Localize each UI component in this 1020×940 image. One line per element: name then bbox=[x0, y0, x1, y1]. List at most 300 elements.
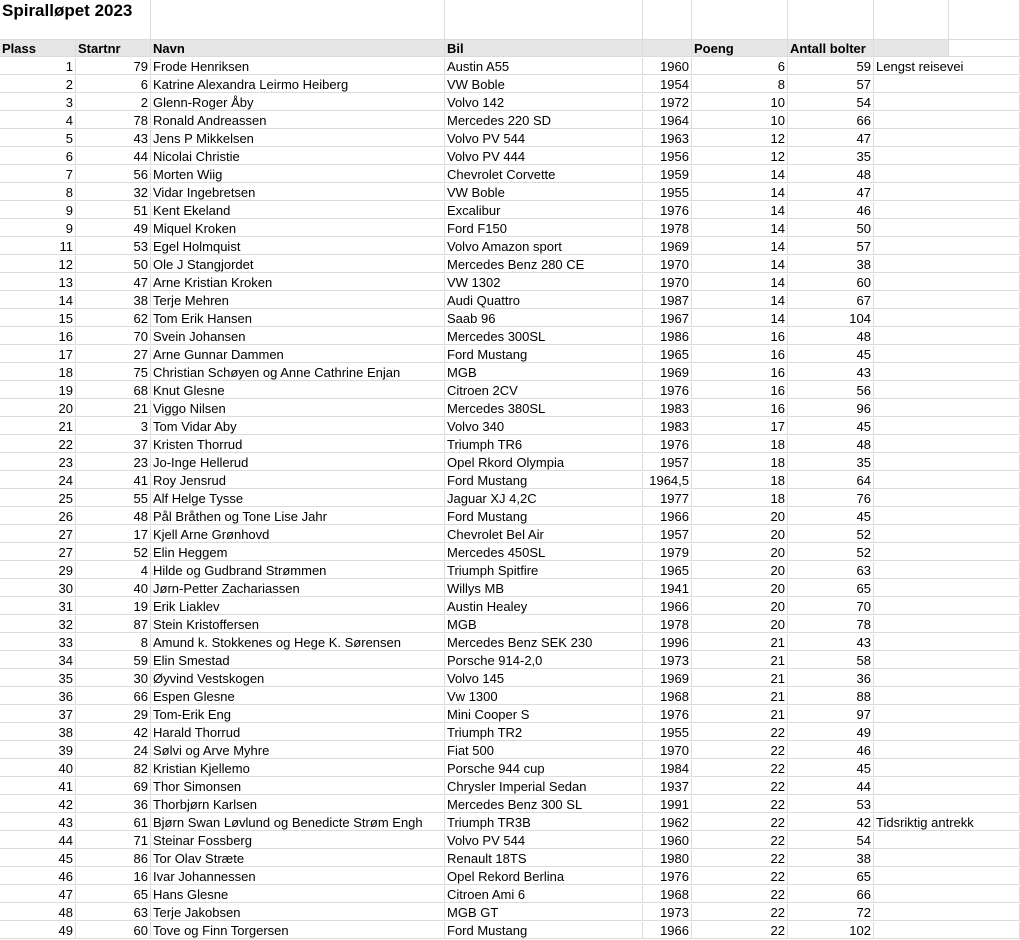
cell-antall-bolter[interactable]: 36 bbox=[788, 670, 874, 687]
cell-note[interactable] bbox=[874, 346, 949, 363]
cell-navn[interactable]: Espen Glesne bbox=[151, 688, 445, 705]
cell-poeng[interactable]: 22 bbox=[692, 724, 788, 741]
cell-poeng[interactable]: 12 bbox=[692, 130, 788, 147]
cell-startnr[interactable]: 16 bbox=[76, 868, 151, 885]
cell-plass[interactable]: 26 bbox=[0, 508, 76, 525]
cell-empty[interactable] bbox=[949, 454, 1020, 471]
cell-poeng[interactable]: 20 bbox=[692, 562, 788, 579]
cell[interactable] bbox=[445, 0, 643, 40]
cell-antall-bolter[interactable]: 56 bbox=[788, 382, 874, 399]
cell-note[interactable] bbox=[874, 166, 949, 183]
cell-note[interactable] bbox=[874, 652, 949, 669]
cell-antall-bolter[interactable]: 65 bbox=[788, 580, 874, 597]
cell-plass[interactable]: 8 bbox=[0, 184, 76, 201]
cell-empty[interactable] bbox=[949, 562, 1020, 579]
cell-plass[interactable]: 49 bbox=[0, 922, 76, 939]
cell-navn[interactable]: Terje Mehren bbox=[151, 292, 445, 309]
cell-navn[interactable]: Glenn-Roger Åby bbox=[151, 94, 445, 111]
cell-antall-bolter[interactable]: 64 bbox=[788, 472, 874, 489]
header-year[interactable] bbox=[643, 40, 692, 57]
cell-year[interactable]: 1957 bbox=[643, 454, 692, 471]
cell-empty[interactable] bbox=[949, 778, 1020, 795]
cell-poeng[interactable]: 10 bbox=[692, 94, 788, 111]
cell-poeng[interactable]: 18 bbox=[692, 436, 788, 453]
cell-antall-bolter[interactable]: 72 bbox=[788, 904, 874, 921]
cell-navn[interactable]: Kristian Kjellemo bbox=[151, 760, 445, 777]
cell-note[interactable] bbox=[874, 454, 949, 471]
cell-note[interactable] bbox=[874, 904, 949, 921]
cell-plass[interactable]: 44 bbox=[0, 832, 76, 849]
cell-poeng[interactable]: 21 bbox=[692, 706, 788, 723]
cell-plass[interactable]: 33 bbox=[0, 634, 76, 651]
cell-note[interactable] bbox=[874, 490, 949, 507]
cell-plass[interactable]: 6 bbox=[0, 148, 76, 165]
cell-empty[interactable] bbox=[949, 238, 1020, 255]
cell-navn[interactable]: Kent Ekeland bbox=[151, 202, 445, 219]
cell-bil[interactable]: Opel Rkord Olympia bbox=[445, 454, 643, 471]
cell-startnr[interactable]: 86 bbox=[76, 850, 151, 867]
cell-poeng[interactable]: 14 bbox=[692, 202, 788, 219]
cell-bil[interactable]: Volvo Amazon sport bbox=[445, 238, 643, 255]
cell-bil[interactable]: Triumph TR6 bbox=[445, 436, 643, 453]
cell-startnr[interactable]: 49 bbox=[76, 220, 151, 237]
cell-note[interactable]: Tidsriktig antrekk bbox=[876, 815, 974, 830]
cell-note[interactable] bbox=[874, 328, 949, 345]
cell-year[interactable]: 1959 bbox=[643, 166, 692, 183]
cell-bil[interactable]: Excalibur bbox=[445, 202, 643, 219]
cell-navn[interactable]: Thor Simonsen bbox=[151, 778, 445, 795]
cell-startnr[interactable]: 40 bbox=[76, 580, 151, 597]
cell-note[interactable] bbox=[874, 832, 949, 849]
cell-year[interactable]: 1984 bbox=[643, 760, 692, 777]
cell-navn[interactable]: Frode Henriksen bbox=[151, 58, 445, 75]
cell-empty[interactable] bbox=[949, 508, 1020, 525]
cell-note[interactable] bbox=[874, 94, 949, 111]
cell-poeng[interactable]: 14 bbox=[692, 184, 788, 201]
cell-year[interactable]: 1977 bbox=[643, 490, 692, 507]
cell-startnr[interactable]: 52 bbox=[76, 544, 151, 561]
cell-plass[interactable]: 27 bbox=[0, 544, 76, 561]
cell-startnr[interactable]: 48 bbox=[76, 508, 151, 525]
cell-antall-bolter[interactable]: 48 bbox=[788, 166, 874, 183]
cell-plass[interactable]: 16 bbox=[0, 328, 76, 345]
cell-antall-bolter[interactable]: 44 bbox=[788, 778, 874, 795]
cell-empty[interactable] bbox=[949, 58, 1020, 75]
cell-startnr[interactable]: 37 bbox=[76, 436, 151, 453]
cell-startnr[interactable]: 53 bbox=[76, 238, 151, 255]
cell-navn[interactable]: Ronald Andreassen bbox=[151, 112, 445, 129]
cell-plass[interactable]: 9 bbox=[0, 202, 76, 219]
cell-plass[interactable]: 40 bbox=[0, 760, 76, 777]
cell-navn[interactable]: Knut Glesne bbox=[151, 382, 445, 399]
cell-year[interactable]: 1968 bbox=[643, 886, 692, 903]
cell-antall-bolter[interactable]: 35 bbox=[788, 148, 874, 165]
cell-antall-bolter[interactable]: 43 bbox=[788, 634, 874, 651]
cell-startnr[interactable]: 29 bbox=[76, 706, 151, 723]
cell-bil[interactable]: MGB GT bbox=[445, 904, 643, 921]
cell-navn[interactable]: Christian Schøyen og Anne Cathrine Enjan bbox=[151, 364, 445, 381]
cell-bil[interactable]: Jaguar XJ 4,2C bbox=[445, 490, 643, 507]
cell-antall-bolter[interactable]: 46 bbox=[788, 742, 874, 759]
cell-poeng[interactable]: 16 bbox=[692, 328, 788, 345]
cell-plass[interactable]: 7 bbox=[0, 166, 76, 183]
cell-poeng[interactable]: 20 bbox=[692, 580, 788, 597]
cell-antall-bolter[interactable]: 63 bbox=[788, 562, 874, 579]
cell-navn[interactable]: Elin Smestad bbox=[151, 652, 445, 669]
cell-poeng[interactable]: 21 bbox=[692, 634, 788, 651]
cell-startnr[interactable]: 60 bbox=[76, 922, 151, 939]
cell-startnr[interactable]: 75 bbox=[76, 364, 151, 381]
cell-poeng[interactable]: 22 bbox=[692, 922, 788, 939]
cell-plass[interactable]: 47 bbox=[0, 886, 76, 903]
cell-plass[interactable]: 34 bbox=[0, 652, 76, 669]
cell-startnr[interactable]: 21 bbox=[76, 400, 151, 417]
cell-year[interactable]: 1955 bbox=[643, 724, 692, 741]
cell-antall-bolter[interactable]: 97 bbox=[788, 706, 874, 723]
cell-startnr[interactable]: 51 bbox=[76, 202, 151, 219]
cell-empty[interactable] bbox=[949, 472, 1020, 489]
cell-year[interactable]: 1970 bbox=[643, 256, 692, 273]
cell-antall-bolter[interactable]: 66 bbox=[788, 886, 874, 903]
cell-plass[interactable]: 18 bbox=[0, 364, 76, 381]
cell-year[interactable]: 1957 bbox=[643, 526, 692, 543]
cell-navn[interactable]: Harald Thorrud bbox=[151, 724, 445, 741]
cell-poeng[interactable]: 21 bbox=[692, 688, 788, 705]
cell-navn[interactable]: Elin Heggem bbox=[151, 544, 445, 561]
cell-bil[interactable]: Ford Mustang bbox=[445, 922, 643, 939]
cell-startnr[interactable]: 71 bbox=[76, 832, 151, 849]
cell-note[interactable] bbox=[874, 760, 949, 777]
cell-note[interactable] bbox=[874, 688, 949, 705]
cell-empty[interactable] bbox=[949, 886, 1020, 903]
cell-poeng[interactable]: 20 bbox=[692, 616, 788, 633]
cell-note[interactable] bbox=[874, 508, 949, 525]
cell-antall-bolter[interactable]: 35 bbox=[788, 454, 874, 471]
cell-year[interactable]: 1964 bbox=[643, 112, 692, 129]
cell-startnr[interactable]: 17 bbox=[76, 526, 151, 543]
cell-empty[interactable] bbox=[949, 292, 1020, 309]
cell-navn[interactable]: Amund k. Stokkenes og Hege K. Sørensen bbox=[151, 634, 445, 651]
cell-plass[interactable]: 43 bbox=[0, 814, 76, 831]
cell-note[interactable] bbox=[874, 706, 949, 723]
cell-poeng[interactable]: 16 bbox=[692, 400, 788, 417]
cell-note[interactable] bbox=[874, 400, 949, 417]
cell-poeng[interactable]: 17 bbox=[692, 418, 788, 435]
cell-poeng[interactable]: 8 bbox=[692, 76, 788, 93]
cell-poeng[interactable]: 14 bbox=[692, 166, 788, 183]
cell-plass[interactable]: 41 bbox=[0, 778, 76, 795]
cell-startnr[interactable]: 36 bbox=[76, 796, 151, 813]
cell-year[interactable]: 1969 bbox=[643, 364, 692, 381]
cell-note[interactable] bbox=[874, 778, 949, 795]
cell-navn[interactable]: Vidar Ingebretsen bbox=[151, 184, 445, 201]
cell-navn[interactable]: Thorbjørn Karlsen bbox=[151, 796, 445, 813]
cell-startnr[interactable]: 4 bbox=[76, 562, 151, 579]
cell-navn[interactable]: Pål Bråthen og Tone Lise Jahr bbox=[151, 508, 445, 525]
cell-note[interactable] bbox=[874, 724, 949, 741]
cell-startnr[interactable]: 70 bbox=[76, 328, 151, 345]
cell-antall-bolter[interactable]: 76 bbox=[788, 490, 874, 507]
cell-bil[interactable]: Chevrolet Corvette bbox=[445, 166, 643, 183]
cell-antall-bolter[interactable]: 43 bbox=[788, 364, 874, 381]
cell-empty[interactable] bbox=[949, 580, 1020, 597]
cell-navn[interactable]: Tove og Finn Torgersen bbox=[151, 922, 445, 939]
cell-year[interactable]: 1996 bbox=[643, 634, 692, 651]
cell-poeng[interactable]: 10 bbox=[692, 112, 788, 129]
cell-plass[interactable]: 37 bbox=[0, 706, 76, 723]
cell-note[interactable] bbox=[874, 292, 949, 309]
cell-plass[interactable]: 30 bbox=[0, 580, 76, 597]
cell-bil[interactable]: Saab 96 bbox=[445, 310, 643, 327]
header-plass[interactable]: Plass bbox=[0, 40, 76, 57]
cell-empty[interactable] bbox=[949, 202, 1020, 219]
cell-year[interactable]: 1966 bbox=[643, 508, 692, 525]
cell-year[interactable]: 1983 bbox=[643, 418, 692, 435]
cell-plass[interactable]: 38 bbox=[0, 724, 76, 741]
cell-bil[interactable]: Mercedes Benz 300 SL bbox=[445, 796, 643, 813]
cell-empty[interactable] bbox=[949, 76, 1020, 93]
cell-bil[interactable]: Mercedes 300SL bbox=[445, 328, 643, 345]
cell-antall-bolter[interactable]: 60 bbox=[788, 274, 874, 291]
cell-note[interactable] bbox=[874, 382, 949, 399]
cell-empty[interactable] bbox=[949, 760, 1020, 777]
cell-antall-bolter[interactable]: 96 bbox=[788, 400, 874, 417]
cell-antall-bolter[interactable]: 58 bbox=[788, 652, 874, 669]
header-note[interactable] bbox=[874, 40, 949, 57]
cell-empty[interactable] bbox=[949, 814, 1020, 831]
cell[interactable] bbox=[788, 0, 874, 40]
cell-note[interactable]: Lengst reisevei bbox=[876, 59, 964, 74]
cell-startnr[interactable]: 41 bbox=[76, 472, 151, 489]
cell[interactable] bbox=[151, 0, 445, 40]
cell-poeng[interactable]: 14 bbox=[692, 220, 788, 237]
cell[interactable] bbox=[76, 0, 151, 40]
cell-year[interactable]: 1954 bbox=[643, 76, 692, 93]
cell-bil[interactable]: VW Boble bbox=[445, 76, 643, 93]
cell-note[interactable] bbox=[874, 130, 949, 147]
cell-year[interactable]: 1966 bbox=[643, 922, 692, 939]
cell-antall-bolter[interactable]: 70 bbox=[788, 598, 874, 615]
cell-empty[interactable] bbox=[949, 184, 1020, 201]
cell-plass[interactable]: 11 bbox=[0, 238, 76, 255]
cell-poeng[interactable]: 20 bbox=[692, 508, 788, 525]
cell-empty[interactable] bbox=[949, 130, 1020, 147]
cell-year[interactable]: 1941 bbox=[643, 580, 692, 597]
cell-antall-bolter[interactable]: 45 bbox=[788, 346, 874, 363]
cell-empty[interactable] bbox=[949, 328, 1020, 345]
cell-empty[interactable] bbox=[949, 166, 1020, 183]
cell-note[interactable] bbox=[874, 526, 949, 543]
cell-poeng[interactable]: 22 bbox=[692, 868, 788, 885]
cell-antall-bolter[interactable]: 57 bbox=[788, 238, 874, 255]
cell-bil[interactable]: Austin Healey bbox=[445, 598, 643, 615]
cell-startnr[interactable]: 69 bbox=[76, 778, 151, 795]
cell-poeng[interactable]: 22 bbox=[692, 814, 788, 831]
cell-bil[interactable]: Volvo 142 bbox=[445, 94, 643, 111]
cell-startnr[interactable]: 27 bbox=[76, 346, 151, 363]
cell-empty[interactable] bbox=[949, 94, 1020, 111]
cell-note[interactable] bbox=[874, 922, 949, 939]
header-antall-bolter[interactable]: Antall bolter bbox=[788, 40, 874, 57]
cell-year[interactable]: 1976 bbox=[643, 436, 692, 453]
cell-antall-bolter[interactable]: 42 bbox=[788, 814, 874, 831]
cell-empty[interactable] bbox=[949, 436, 1020, 453]
cell-empty[interactable] bbox=[949, 850, 1020, 867]
cell-bil[interactable]: Ford Mustang bbox=[445, 508, 643, 525]
cell-bil[interactable]: Austin A55 bbox=[445, 58, 643, 75]
cell-antall-bolter[interactable]: 45 bbox=[788, 508, 874, 525]
cell-startnr[interactable]: 23 bbox=[76, 454, 151, 471]
cell-bil[interactable]: MGB bbox=[445, 616, 643, 633]
cell-navn[interactable]: Ole J Stangjordet bbox=[151, 256, 445, 273]
cell-plass[interactable]: 15 bbox=[0, 310, 76, 327]
cell-plass[interactable]: 12 bbox=[0, 256, 76, 273]
cell-startnr[interactable]: 65 bbox=[76, 886, 151, 903]
cell-bil[interactable]: Fiat 500 bbox=[445, 742, 643, 759]
cell-bil[interactable]: Porsche 944 cup bbox=[445, 760, 643, 777]
cell[interactable] bbox=[874, 0, 949, 40]
cell-plass[interactable]: 4 bbox=[0, 112, 76, 129]
cell-antall-bolter[interactable]: 47 bbox=[788, 130, 874, 147]
cell-empty[interactable] bbox=[949, 112, 1020, 129]
cell-navn[interactable]: Arne Gunnar Dammen bbox=[151, 346, 445, 363]
cell-antall-bolter[interactable]: 59 bbox=[788, 58, 874, 75]
cell-note[interactable] bbox=[874, 544, 949, 561]
cell-plass[interactable]: 42 bbox=[0, 796, 76, 813]
cell-empty[interactable] bbox=[949, 598, 1020, 615]
cell-poeng[interactable]: 21 bbox=[692, 652, 788, 669]
cell-note[interactable] bbox=[874, 850, 949, 867]
cell-year[interactable]: 1969 bbox=[643, 238, 692, 255]
cell-note[interactable] bbox=[874, 472, 949, 489]
sheet-title[interactable]: Spiralløpet 2023 bbox=[0, 0, 76, 40]
cell-plass[interactable]: 17 bbox=[0, 346, 76, 363]
cell-bil[interactable]: Mercedes Benz 280 CE bbox=[445, 256, 643, 273]
cell-plass[interactable]: 39 bbox=[0, 742, 76, 759]
cell-bil[interactable]: Volvo PV 544 bbox=[445, 130, 643, 147]
cell-bil[interactable]: Chevrolet Bel Air bbox=[445, 526, 643, 543]
cell-bil[interactable]: Renault 18TS bbox=[445, 850, 643, 867]
cell-bil[interactable]: VW Boble bbox=[445, 184, 643, 201]
cell-antall-bolter[interactable]: 67 bbox=[788, 292, 874, 309]
cell[interactable] bbox=[643, 0, 692, 40]
header-navn[interactable]: Navn bbox=[151, 40, 445, 57]
header-empty[interactable] bbox=[949, 40, 1020, 57]
cell-navn[interactable]: Erik Liaklev bbox=[151, 598, 445, 615]
cell-navn[interactable]: Ivar Johannessen bbox=[151, 868, 445, 885]
cell-empty[interactable] bbox=[949, 382, 1020, 399]
cell-startnr[interactable]: 61 bbox=[76, 814, 151, 831]
cell-year[interactable]: 1987 bbox=[643, 292, 692, 309]
cell-startnr[interactable]: 44 bbox=[76, 148, 151, 165]
cell-bil[interactable]: Audi Quattro bbox=[445, 292, 643, 309]
cell-antall-bolter[interactable]: 38 bbox=[788, 850, 874, 867]
cell-year[interactable]: 1956 bbox=[643, 148, 692, 165]
cell-poeng[interactable]: 18 bbox=[692, 490, 788, 507]
cell-plass[interactable]: 2 bbox=[0, 76, 76, 93]
cell-antall-bolter[interactable]: 53 bbox=[788, 796, 874, 813]
cell-poeng[interactable]: 20 bbox=[692, 598, 788, 615]
cell-antall-bolter[interactable]: 57 bbox=[788, 76, 874, 93]
cell-poeng[interactable]: 12 bbox=[692, 148, 788, 165]
cell-bil[interactable]: Citroen Ami 6 bbox=[445, 886, 643, 903]
cell-navn[interactable]: Hans Glesne bbox=[151, 886, 445, 903]
cell-antall-bolter[interactable]: 88 bbox=[788, 688, 874, 705]
cell-poeng[interactable]: 16 bbox=[692, 382, 788, 399]
cell-antall-bolter[interactable]: 54 bbox=[788, 94, 874, 111]
cell-year[interactable]: 1973 bbox=[643, 904, 692, 921]
cell-navn[interactable]: Katrine Alexandra Leirmo Heiberg bbox=[151, 76, 445, 93]
cell-navn[interactable]: Arne Kristian Kroken bbox=[151, 274, 445, 291]
cell-poeng[interactable]: 22 bbox=[692, 904, 788, 921]
cell-navn[interactable]: Tom Erik Hansen bbox=[151, 310, 445, 327]
cell-year[interactable]: 1965 bbox=[643, 562, 692, 579]
cell-note[interactable] bbox=[874, 436, 949, 453]
cell-poeng[interactable]: 16 bbox=[692, 364, 788, 381]
cell-bil[interactable]: Triumph TR2 bbox=[445, 724, 643, 741]
cell-bil[interactable]: Opel Rekord Berlina bbox=[445, 868, 643, 885]
cell-antall-bolter[interactable]: 54 bbox=[788, 832, 874, 849]
cell-empty[interactable] bbox=[949, 490, 1020, 507]
cell-empty[interactable] bbox=[949, 526, 1020, 543]
cell-antall-bolter[interactable]: 52 bbox=[788, 526, 874, 543]
cell-startnr[interactable]: 68 bbox=[76, 382, 151, 399]
cell-note[interactable] bbox=[874, 310, 949, 327]
cell-antall-bolter[interactable]: 78 bbox=[788, 616, 874, 633]
cell-plass[interactable]: 24 bbox=[0, 472, 76, 489]
cell-note[interactable] bbox=[874, 274, 949, 291]
cell-note[interactable] bbox=[874, 238, 949, 255]
cell-bil[interactable]: Mercedes 220 SD bbox=[445, 112, 643, 129]
cell-empty[interactable] bbox=[949, 148, 1020, 165]
cell-year[interactable]: 1966 bbox=[643, 598, 692, 615]
cell-empty[interactable] bbox=[949, 634, 1020, 651]
cell-bil[interactable]: Volvo 145 bbox=[445, 670, 643, 687]
cell-startnr[interactable]: 43 bbox=[76, 130, 151, 147]
cell-plass[interactable]: 3 bbox=[0, 94, 76, 111]
cell-antall-bolter[interactable]: 47 bbox=[788, 184, 874, 201]
cell-note[interactable] bbox=[874, 580, 949, 597]
cell-note[interactable] bbox=[874, 634, 949, 651]
cell-poeng[interactable]: 14 bbox=[692, 256, 788, 273]
cell-year[interactable]: 1968 bbox=[643, 688, 692, 705]
cell-year[interactable]: 1973 bbox=[643, 652, 692, 669]
cell-year[interactable]: 1980 bbox=[643, 850, 692, 867]
cell-empty[interactable] bbox=[949, 922, 1020, 939]
cell-empty[interactable] bbox=[949, 706, 1020, 723]
cell-note[interactable] bbox=[874, 562, 949, 579]
cell-note[interactable] bbox=[874, 886, 949, 903]
cell-note[interactable] bbox=[874, 112, 949, 129]
cell-navn[interactable]: Tom Vidar Aby bbox=[151, 418, 445, 435]
cell-startnr[interactable]: 2 bbox=[76, 94, 151, 111]
cell-year[interactable]: 1978 bbox=[643, 220, 692, 237]
cell-navn[interactable]: Morten Wiig bbox=[151, 166, 445, 183]
cell-poeng[interactable]: 22 bbox=[692, 796, 788, 813]
cell-startnr[interactable]: 47 bbox=[76, 274, 151, 291]
cell-startnr[interactable]: 59 bbox=[76, 652, 151, 669]
cell-navn[interactable]: Svein Johansen bbox=[151, 328, 445, 345]
cell-plass[interactable]: 14 bbox=[0, 292, 76, 309]
cell-bil[interactable]: Porsche 914-2,0 bbox=[445, 652, 643, 669]
cell-year[interactable]: 1986 bbox=[643, 328, 692, 345]
cell-bil[interactable]: Chrysler Imperial Sedan bbox=[445, 778, 643, 795]
cell-startnr[interactable]: 8 bbox=[76, 634, 151, 651]
cell-navn[interactable]: Roy Jensrud bbox=[151, 472, 445, 489]
cell-empty[interactable] bbox=[949, 724, 1020, 741]
cell-plass[interactable]: 48 bbox=[0, 904, 76, 921]
cell-bil[interactable]: Triumph TR3B bbox=[445, 814, 643, 831]
